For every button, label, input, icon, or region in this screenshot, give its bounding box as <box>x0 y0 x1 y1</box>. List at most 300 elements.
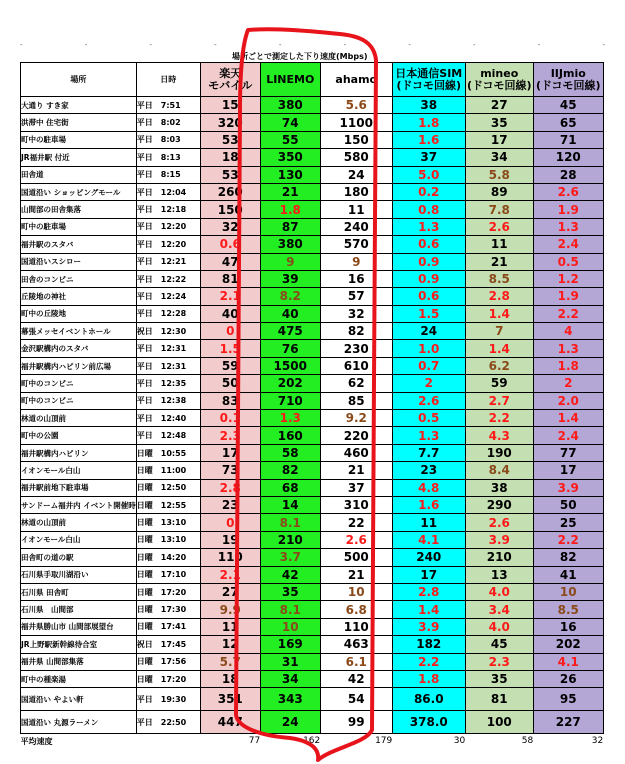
speed-linemo: 8.1 <box>260 514 320 531</box>
speed-mineo: 290 <box>465 496 533 513</box>
row-location: 国道沿い 丸源ラーメン <box>21 711 137 734</box>
speed-nihon: 4.8 <box>392 479 465 496</box>
row-location: 福井県勝山市 山間部展望台 <box>21 618 137 635</box>
speed-mineo: 4.0 <box>465 618 533 635</box>
average-value: 179 <box>320 734 392 749</box>
row-location: 林道の山頂前 <box>21 514 137 531</box>
table-caption: 場所ごとで測定した下り速度(Mbps) <box>232 52 368 61</box>
speed-rakuten: 2.1 <box>200 566 260 583</box>
speed-nihon: 1.5 <box>392 305 465 322</box>
row-location: 町中の丘陵地 <box>21 305 137 322</box>
speed-nihon: 7.7 <box>392 444 465 461</box>
row-location: 洪滞中 住宅街 <box>21 114 137 131</box>
speed-nihon: 1.6 <box>392 496 465 513</box>
speed-rakuten: 40 <box>200 305 260 322</box>
speed-mineo: 6.2 <box>465 357 533 374</box>
speed-iijmio: 2.0 <box>533 392 603 409</box>
row-location: 町中の駐車場 <box>21 131 137 148</box>
speed-ahamo: 10 <box>320 583 392 600</box>
speed-linemo: 8.2 <box>260 288 320 305</box>
header-iijmio <box>533 63 603 97</box>
speed-mineo: 7 <box>465 323 533 340</box>
row-location: JR上野駅新幹線待合室 <box>21 636 137 653</box>
table-row <box>21 357 604 374</box>
speed-rakuten: 47 <box>200 253 260 270</box>
speed-rakuten: 53 <box>200 166 260 183</box>
speed-linemo: 87 <box>260 218 320 235</box>
row-location: 田舎のコンビニ <box>21 270 137 287</box>
header-datetime: 日時 <box>136 63 200 97</box>
clipped-top-fragments <box>20 41 605 51</box>
row-location: 町中の駐車場 <box>21 218 137 235</box>
row-location: 石川県手取川湖沿い <box>21 566 137 583</box>
speed-rakuten: 83 <box>200 392 260 409</box>
speed-linemo: 1500 <box>260 357 320 374</box>
row-datetime: 祝日 12:30 <box>136 323 200 340</box>
speed-nihon: 1.6 <box>392 131 465 148</box>
average-row <box>21 734 604 749</box>
row-datetime: 平日 8:02 <box>136 114 200 131</box>
speed-iijmio: 50 <box>533 496 603 513</box>
speed-rakuten: 11 <box>200 618 260 635</box>
table-row <box>21 114 604 131</box>
header-mineo-label: mineo (ドコモ回線) <box>466 66 532 92</box>
table-row <box>21 149 604 166</box>
average-value: 32 <box>533 734 603 749</box>
row-location: 林道の山頂前 <box>21 410 137 427</box>
speed-ahamo: 310 <box>320 496 392 513</box>
speed-mineo: 11 <box>465 236 533 253</box>
speed-rakuten: 2.1 <box>200 288 260 305</box>
clipped-fragment: - <box>473 41 476 49</box>
table-row <box>21 410 604 427</box>
speed-mineo: 35 <box>465 670 533 687</box>
speed-rakuten: 53 <box>200 131 260 148</box>
speed-nihon: 86.0 <box>392 688 465 711</box>
table-row <box>21 514 604 531</box>
speed-iijmio: 202 <box>533 636 603 653</box>
speed-mineo: 4.3 <box>465 427 533 444</box>
header-row <box>21 63 604 97</box>
row-datetime: 平日 12:35 <box>136 375 200 392</box>
speed-rakuten: 2.3 <box>200 427 260 444</box>
speed-mineo: 5.8 <box>465 166 533 183</box>
table-row <box>21 479 604 496</box>
speed-iijmio: 2.4 <box>533 236 603 253</box>
speed-rakuten: 81 <box>200 270 260 287</box>
speed-nihon: 0.6 <box>392 236 465 253</box>
speed-iijmio: 25 <box>533 514 603 531</box>
clipped-fragment: - <box>278 41 282 49</box>
speed-linemo: 82 <box>260 462 320 479</box>
speed-linemo: 76 <box>260 340 320 357</box>
table-row <box>21 711 604 734</box>
speed-rakuten: 32 <box>200 218 260 235</box>
header-ahamo: ahamo <box>320 63 392 97</box>
speed-iijmio: 95 <box>533 688 603 711</box>
speed-ahamo: 580 <box>320 149 392 166</box>
speed-nihon: 378.0 <box>392 711 465 734</box>
speed-comparison-table <box>20 62 604 748</box>
speed-rakuten: 50 <box>200 375 260 392</box>
average-label-text: 平均速度 <box>20 736 53 746</box>
table-row <box>21 618 604 635</box>
speed-linemo: 343 <box>260 688 320 711</box>
speed-mineo: 190 <box>465 444 533 461</box>
row-location: 福井駅前地下駐車場 <box>21 479 137 496</box>
speed-ahamo: 99 <box>320 711 392 734</box>
speed-ahamo: 220 <box>320 427 392 444</box>
speed-linemo: 202 <box>260 375 320 392</box>
speed-ahamo: 2.6 <box>320 531 392 548</box>
speed-ahamo: 85 <box>320 392 392 409</box>
speed-iijmio: 8.5 <box>533 601 603 618</box>
speed-ahamo: 570 <box>320 236 392 253</box>
table-row <box>21 653 604 670</box>
clipped-fragment: - <box>408 41 411 49</box>
speed-ahamo: 57 <box>320 288 392 305</box>
row-datetime: 平日 19:30 <box>136 688 200 711</box>
speed-mineo: 13 <box>465 566 533 583</box>
speed-iijmio: 71 <box>533 131 603 148</box>
speed-mineo: 21 <box>465 253 533 270</box>
speed-linemo: 58 <box>260 444 320 461</box>
speed-linemo: 169 <box>260 636 320 653</box>
header-nihon-tsushin <box>392 63 465 97</box>
speed-iijmio: 2.6 <box>533 183 603 200</box>
speed-mineo: 3.9 <box>465 531 533 548</box>
speed-linemo: 39 <box>260 270 320 287</box>
speed-rakuten: 447 <box>200 711 260 734</box>
speed-iijmio: 227 <box>533 711 603 734</box>
row-location: 町中の種楽湯 <box>21 670 137 687</box>
speed-nihon: 11 <box>392 514 465 531</box>
speed-rakuten: 18 <box>200 670 260 687</box>
speed-mineo: 34 <box>465 149 533 166</box>
row-datetime: 平日 12:31 <box>136 357 200 374</box>
speed-ahamo: 16 <box>320 270 392 287</box>
row-location: 福井駅構内ハピリン前広場 <box>21 357 137 374</box>
speed-ahamo: 5.6 <box>320 97 392 114</box>
speed-rakuten: 19 <box>200 531 260 548</box>
speed-ahamo: 230 <box>320 340 392 357</box>
row-datetime: 平日 12:22 <box>136 270 200 287</box>
table-row <box>21 636 604 653</box>
clipped-fragment: - <box>149 41 152 49</box>
table-row <box>21 583 604 600</box>
speed-rakuten: 59 <box>200 357 260 374</box>
speed-iijmio: 2.4 <box>533 427 603 444</box>
speed-rakuten: 17 <box>200 444 260 461</box>
speed-linemo: 74 <box>260 114 320 131</box>
table-row <box>21 305 604 322</box>
speed-linemo: 1.3 <box>260 410 320 427</box>
speed-ahamo: 610 <box>320 357 392 374</box>
row-datetime: 日曜 11:00 <box>136 462 200 479</box>
speed-rakuten: 12 <box>200 636 260 653</box>
row-datetime: 日曜 10:55 <box>136 444 200 461</box>
row-location: 町中のコンビニ <box>21 392 137 409</box>
row-datetime: 平日 12:20 <box>136 236 200 253</box>
speed-rakuten: 27 <box>200 583 260 600</box>
speed-nihon: 2.8 <box>392 583 465 600</box>
row-location: イオンモール白山 <box>21 462 137 479</box>
table-row <box>21 670 604 687</box>
table-row <box>21 392 604 409</box>
row-datetime: 平日 12:20 <box>136 218 200 235</box>
row-location: 福井駅のスタバ <box>21 236 137 253</box>
header-mineo <box>465 63 533 97</box>
speed-rakuten: 0.1 <box>200 410 260 427</box>
speed-ahamo: 82 <box>320 323 392 340</box>
speed-ahamo: 240 <box>320 218 392 235</box>
speed-iijmio: 1.8 <box>533 357 603 374</box>
row-location: 福井県 山間部集落 <box>21 653 137 670</box>
speed-ahamo: 1100 <box>320 114 392 131</box>
speed-linemo: 9 <box>260 253 320 270</box>
speed-rakuten: 320 <box>200 114 260 131</box>
row-datetime: 平日 7:51 <box>136 97 200 114</box>
row-datetime: 平日 8:15 <box>136 166 200 183</box>
row-datetime: 平日 12:38 <box>136 392 200 409</box>
speed-mineo: 59 <box>465 375 533 392</box>
row-datetime: 日曜 17:30 <box>136 601 200 618</box>
speed-nihon: 1.8 <box>392 670 465 687</box>
speed-iijmio: 4 <box>533 323 603 340</box>
speed-iijmio: 10 <box>533 583 603 600</box>
table-row <box>21 462 604 479</box>
average-value: 58 <box>465 734 533 749</box>
speed-linemo: 14 <box>260 496 320 513</box>
average-value: 77 <box>200 734 260 749</box>
speed-iijmio: 17 <box>533 462 603 479</box>
row-datetime: 日曜 17:20 <box>136 670 200 687</box>
header-nihon-label: 日本通信SIM (ドコモ回線) <box>395 66 463 92</box>
table-row <box>21 688 604 711</box>
speed-mineo: 81 <box>465 688 533 711</box>
speed-nihon: 1.3 <box>392 218 465 235</box>
row-datetime: 日曜 12:55 <box>136 496 200 513</box>
speed-nihon: 3.9 <box>392 618 465 635</box>
speed-nihon: 24 <box>392 323 465 340</box>
speed-iijmio: 0.5 <box>533 253 603 270</box>
speed-nihon: 1.3 <box>392 427 465 444</box>
speed-linemo: 35 <box>260 583 320 600</box>
table-row <box>21 323 604 340</box>
speed-iijmio: 1.9 <box>533 201 603 218</box>
row-location: 幕張メッセイベントホール <box>21 323 137 340</box>
speed-ahamo: 42 <box>320 670 392 687</box>
speed-mineo: 89 <box>465 183 533 200</box>
row-location: 山間部の田舎集落 <box>21 201 137 218</box>
row-datetime: 平日 12:28 <box>136 305 200 322</box>
speed-mineo: 2.8 <box>465 288 533 305</box>
row-datetime: 平日 12:21 <box>136 253 200 270</box>
row-datetime: 平日 12:31 <box>136 340 200 357</box>
speed-linemo: 40 <box>260 305 320 322</box>
speed-ahamo: 150 <box>320 131 392 148</box>
clipped-fragment: - <box>537 41 541 49</box>
speed-ahamo: 62 <box>320 375 392 392</box>
speed-linemo: 10 <box>260 618 320 635</box>
speed-linemo: 475 <box>260 323 320 340</box>
speed-ahamo: 110 <box>320 618 392 635</box>
speed-mineo: 35 <box>465 114 533 131</box>
speed-ahamo: 11 <box>320 201 392 218</box>
speed-iijmio: 28 <box>533 166 603 183</box>
row-datetime: 日曜 13:10 <box>136 514 200 531</box>
row-location: 国道沿いスシロー <box>21 253 137 270</box>
row-location: サンドーム福井内 イベント開催時 <box>21 496 137 513</box>
speed-ahamo: 24 <box>320 166 392 183</box>
table-row <box>21 444 604 461</box>
speed-nihon: 1.0 <box>392 340 465 357</box>
speed-ahamo: 9.2 <box>320 410 392 427</box>
speed-linemo: 68 <box>260 479 320 496</box>
speed-rakuten: 2.8 <box>200 479 260 496</box>
header-rakuten <box>200 63 260 97</box>
table-row <box>21 253 604 270</box>
speed-nihon: 1.8 <box>392 114 465 131</box>
speed-iijmio: 77 <box>533 444 603 461</box>
row-location: 田舎道 <box>21 166 137 183</box>
speed-ahamo: 500 <box>320 549 392 566</box>
speed-nihon: 2 <box>392 375 465 392</box>
speed-nihon: 240 <box>392 549 465 566</box>
speed-linemo: 31 <box>260 653 320 670</box>
speed-nihon: 4.1 <box>392 531 465 548</box>
speed-ahamo: 54 <box>320 688 392 711</box>
speed-linemo: 8.1 <box>260 601 320 618</box>
table-row <box>21 166 604 183</box>
speed-nihon: 0.9 <box>392 253 465 270</box>
speed-linemo: 24 <box>260 711 320 734</box>
row-location: 国道沿い やよい軒 <box>21 688 137 711</box>
header-rakuten-label: 楽天 モバイル <box>208 66 253 92</box>
speed-iijmio: 82 <box>533 549 603 566</box>
speed-ahamo: 460 <box>320 444 392 461</box>
table-row <box>21 270 604 287</box>
row-datetime: 日曜 17:41 <box>136 618 200 635</box>
row-location: 丘陵地の神社 <box>21 288 137 305</box>
table-row <box>21 601 604 618</box>
speed-rakuten: 0 <box>200 323 260 340</box>
speed-linemo: 710 <box>260 392 320 409</box>
speed-mineo: 17 <box>465 131 533 148</box>
table-row <box>21 218 604 235</box>
speed-linemo: 34 <box>260 670 320 687</box>
row-location: 福井駅構内ハピリン <box>21 444 137 461</box>
row-location: 田舎町の道の駅 <box>21 549 137 566</box>
header-iijmio-label: IIJmio (ドコモ回線) <box>535 66 601 92</box>
row-datetime: 日曜 17:10 <box>136 566 200 583</box>
speed-iijmio: 4.1 <box>533 653 603 670</box>
speed-mineo: 2.6 <box>465 218 533 235</box>
row-location: イオンモール白山 <box>21 531 137 548</box>
row-location: 大通り すき家 <box>21 97 137 114</box>
speed-rakuten: 1.5 <box>200 340 260 357</box>
speed-iijmio: 16 <box>533 618 603 635</box>
table-row <box>21 375 604 392</box>
speed-ahamo: 21 <box>320 566 392 583</box>
row-location: 金沢駅構内のスタバ <box>21 340 137 357</box>
row-datetime: 平日 12:40 <box>136 410 200 427</box>
row-datetime: 平日 8:03 <box>136 131 200 148</box>
speed-nihon: 0.8 <box>392 201 465 218</box>
speed-mineo: 2.6 <box>465 514 533 531</box>
speed-nihon: 1.4 <box>392 601 465 618</box>
speed-mineo: 3.4 <box>465 601 533 618</box>
header-linemo: LINEMO <box>260 63 320 97</box>
clipped-fragment: - <box>602 41 605 49</box>
table-row <box>21 427 604 444</box>
speed-mineo: 27 <box>465 97 533 114</box>
speed-rakuten: 351 <box>200 688 260 711</box>
table-row <box>21 183 604 200</box>
speed-nihon: 0.2 <box>392 183 465 200</box>
speed-nihon: 38 <box>392 97 465 114</box>
table-row <box>21 340 604 357</box>
row-datetime: 日曜 14:20 <box>136 549 200 566</box>
speed-nihon: 2.6 <box>392 392 465 409</box>
row-datetime: 平日 12:24 <box>136 288 200 305</box>
speed-rakuten: 9.9 <box>200 601 260 618</box>
row-location: 国道沿い ショッピングモール <box>21 183 137 200</box>
row-location: 石川県 山間部 <box>21 601 137 618</box>
speed-ahamo: 463 <box>320 636 392 653</box>
speed-linemo: 380 <box>260 236 320 253</box>
table-row <box>21 97 604 114</box>
speed-nihon: 5.0 <box>392 166 465 183</box>
speed-linemo: 130 <box>260 166 320 183</box>
speed-mineo: 2.7 <box>465 392 533 409</box>
average-value: 162 <box>260 734 320 749</box>
speed-nihon: 23 <box>392 462 465 479</box>
speed-iijmio: 65 <box>533 114 603 131</box>
average-label <box>21 734 137 749</box>
speed-iijmio: 2.2 <box>533 531 603 548</box>
row-datetime: 平日 8:13 <box>136 149 200 166</box>
speed-iijmio: 45 <box>533 97 603 114</box>
speed-nihon: 37 <box>392 149 465 166</box>
row-datetime: 平日 22:50 <box>136 711 200 734</box>
speed-ahamo: 180 <box>320 183 392 200</box>
speed-nihon: 0.6 <box>392 288 465 305</box>
speed-mineo: 8.5 <box>465 270 533 287</box>
speed-iijmio: 41 <box>533 566 603 583</box>
row-datetime: 日曜 12:50 <box>136 479 200 496</box>
speed-ahamo: 6.8 <box>320 601 392 618</box>
speed-linemo: 210 <box>260 531 320 548</box>
speed-iijmio: 1.9 <box>533 288 603 305</box>
speed-rakuten: 260 <box>200 183 260 200</box>
speed-rakuten: 0 <box>200 514 260 531</box>
speed-iijmio: 1.3 <box>533 340 603 357</box>
table-row <box>21 496 604 513</box>
speed-nihon: 2.2 <box>392 653 465 670</box>
clipped-fragment: - <box>214 41 217 49</box>
row-datetime: 日曜 13:10 <box>136 531 200 548</box>
speed-mineo: 2.3 <box>465 653 533 670</box>
speed-rakuten: 0.6 <box>200 236 260 253</box>
speed-iijmio: 3.9 <box>533 479 603 496</box>
speed-linemo: 3.7 <box>260 549 320 566</box>
speed-nihon: 0.5 <box>392 410 465 427</box>
speed-iijmio: 2 <box>533 375 603 392</box>
speed-iijmio: 1.2 <box>533 270 603 287</box>
speed-rakuten: 110 <box>200 549 260 566</box>
speed-rakuten: 23 <box>200 496 260 513</box>
